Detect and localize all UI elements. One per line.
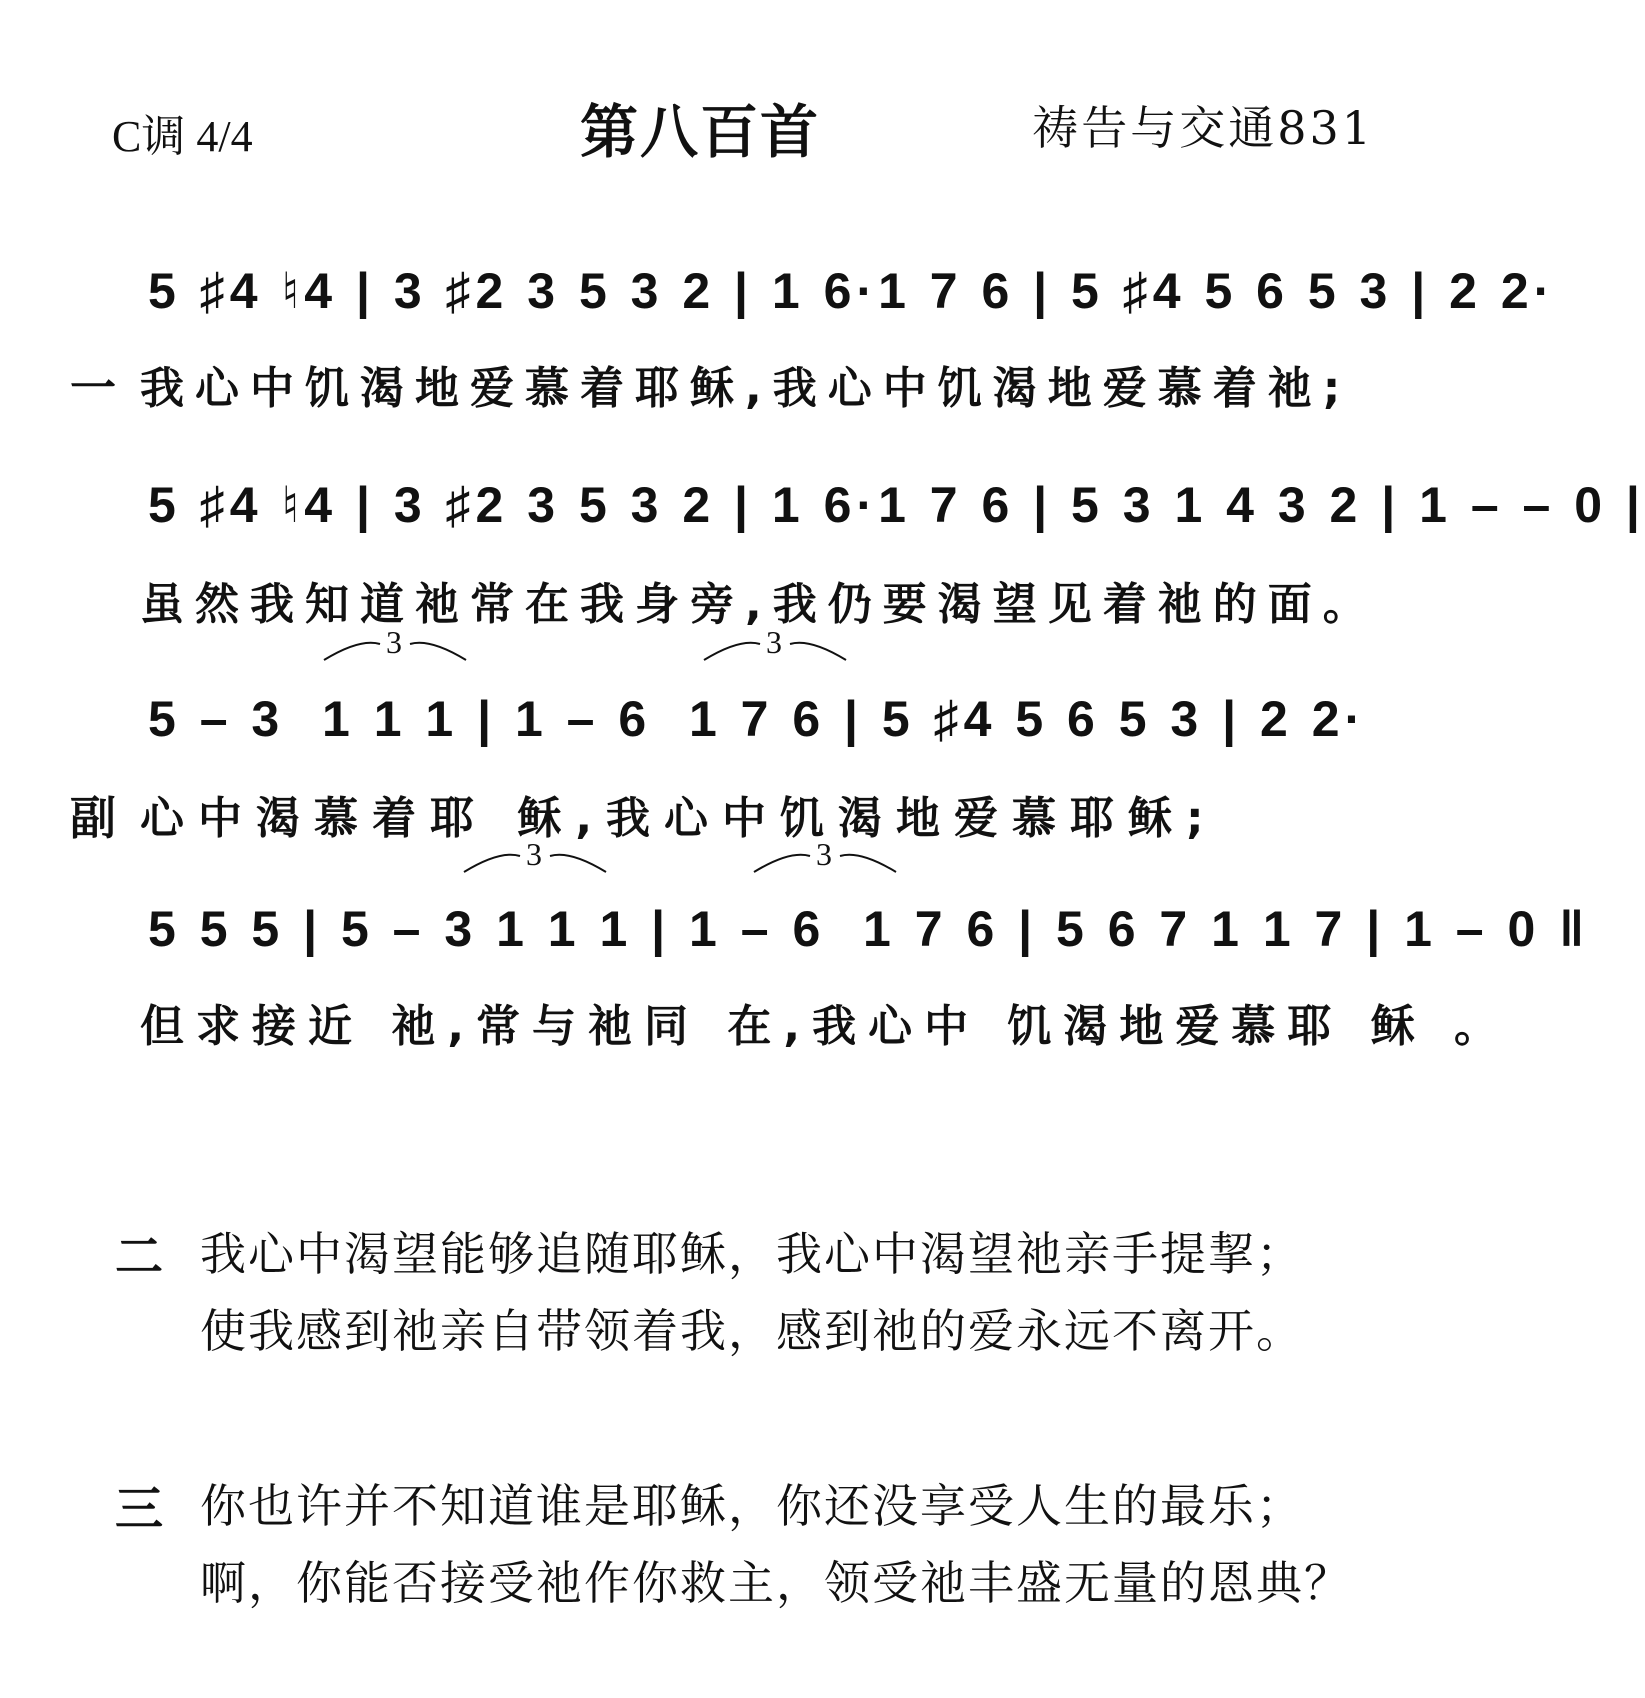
triplet-marker [460, 836, 610, 880]
triplet-number: 3 [816, 836, 832, 872]
triplet-marker [750, 836, 900, 880]
triplet-number: 3 [526, 836, 542, 872]
verse-three-line-2: 啊，你能否接受祂作你救主，领受祂丰盛无量的恩典？ [200, 1556, 1352, 1610]
key-signature: C调 4/4 [112, 112, 253, 161]
refrain-mark: 副 [70, 791, 116, 845]
verse-two-line-2: 使我感到祂亲自带领着我，感到祂的爱永远不离开。 [200, 1304, 1304, 1358]
verse-three-line-1: 你也许并不知道谁是耶稣，你还没享受人生的最乐； [200, 1479, 1304, 1533]
triplet-marker [320, 624, 470, 668]
lyric-line-3: 心中渴慕着耶 稣,我心中饥渴地爱慕耶稣; [140, 793, 1218, 844]
notation-line-2: 5 ♯4 ♮4 | 3 ♯2 3 5 3 2 | 1 6·1 7 6 | 5 3 1 4 3 2 | 1 – – 0 | [148, 477, 1645, 533]
notation-line-4: 5 5 5 | 5 – 3 1 1 1 | 1 – 6 1 7 6 | 5 6 7 1 1 7 | 1 – 0 ‖ [148, 901, 1590, 957]
verse-number-two: 二 [115, 1229, 164, 1285]
lyric-line-2: 虽然我知道祂常在我身旁,我仍要渴望见着祂的面。 [140, 579, 1378, 630]
hymnbook-reference: 祷告与交通831 [1032, 101, 1374, 155]
lyric-line-4: 但求接近 祂,常与祂同 在,我心中 饥渴地爱慕耶 稣 。 [140, 1001, 1511, 1052]
notation-line-3: 5 – 3 1 1 1 | 1 – 6 1 7 6 | 5 ♯4 5 6 5 3 | 2 2· [148, 691, 1367, 747]
notation-line-1: 5 ♯4 ♮4 | 3 ♯2 3 5 3 2 | 1 6·1 7 6 | 5 ♯4 5 6 5 3 | 2 2· [148, 263, 1556, 319]
triplet-number: 3 [766, 624, 782, 660]
triplet-marker [700, 624, 850, 668]
verse-number-three: 三 [115, 1481, 164, 1537]
triplet-number: 3 [386, 624, 402, 660]
verse-two-line-1: 我心中渴望能够追随耶稣，我心中渴望祂亲手提挈； [200, 1227, 1304, 1281]
hymn-title: 第八百首 [579, 98, 820, 166]
lyric-line-1: 我心中饥渴地爱慕着耶稣,我心中饥渴地爱慕着祂; [140, 363, 1352, 414]
verse-mark-one: 一 [70, 361, 116, 415]
